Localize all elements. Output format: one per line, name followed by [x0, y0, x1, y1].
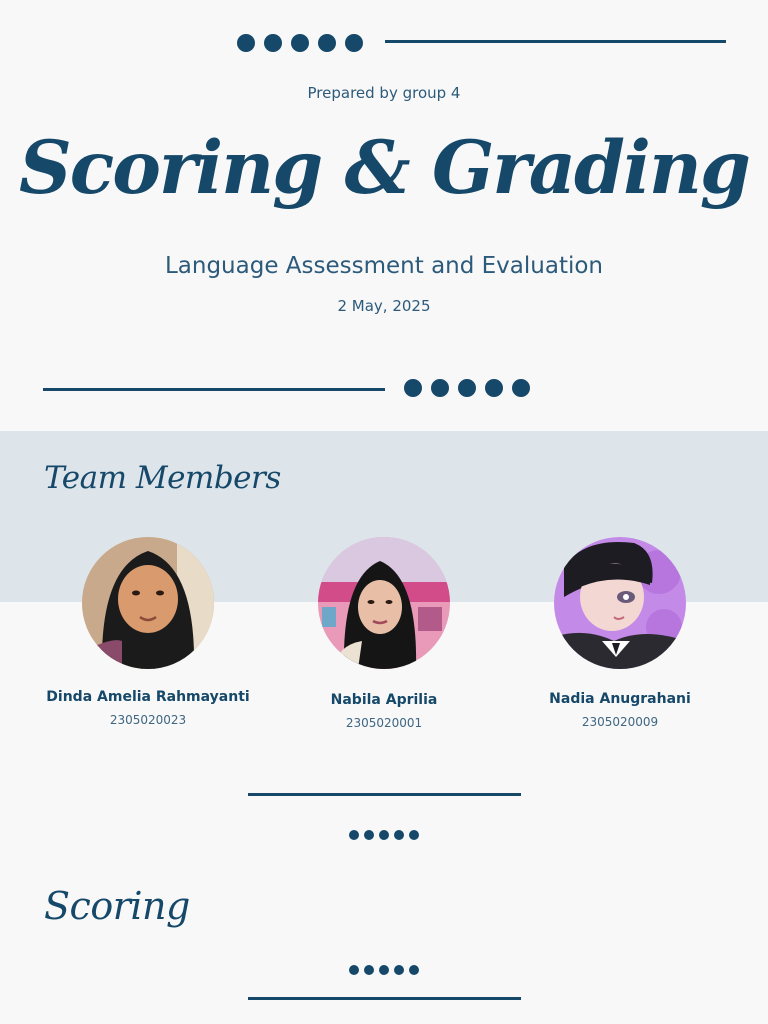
lower-divider-line-top: [248, 793, 521, 796]
dot: [379, 965, 389, 975]
dot: [379, 830, 389, 840]
team-member-card: [500, 537, 740, 729]
member-avatar: [82, 537, 214, 669]
dot: [394, 830, 404, 840]
dot: [409, 830, 419, 840]
page-subtitle: Language Assessment and Evaluation: [164, 253, 604, 279]
member-student-id: 2305020001: [345, 716, 423, 730]
dot: [364, 965, 374, 975]
lower-divider-line-bottom: [248, 997, 521, 1000]
dot: [404, 379, 422, 397]
dot: [349, 965, 359, 975]
dot: [431, 379, 449, 397]
member-name: Dinda Amelia Rahmayanti: [46, 689, 250, 705]
dot: [345, 34, 363, 52]
lower-dots-decoration-bottom: [349, 965, 419, 975]
team-members-heading: Team Members: [44, 460, 281, 496]
member-name: Nadia Anugrahani: [549, 691, 691, 707]
prepared-by-text: Prepared by group 4: [307, 84, 461, 102]
team-member-card: [264, 537, 504, 730]
dot: [291, 34, 309, 52]
page-title: Scoring & Grading: [19, 125, 749, 211]
dot: [512, 379, 530, 397]
team-member-card: [28, 537, 268, 727]
dot: [264, 34, 282, 52]
dot: [349, 830, 359, 840]
dot: [409, 965, 419, 975]
top-divider-line: [385, 40, 726, 43]
lower-dots-decoration-top: [349, 830, 419, 840]
member-avatar: [554, 537, 686, 669]
dot: [364, 830, 374, 840]
scoring-heading: Scoring: [44, 884, 190, 928]
presentation-date: 2 May, 2025: [337, 297, 431, 315]
middle-divider-line: [43, 388, 385, 391]
dot: [318, 34, 336, 52]
member-name: Nabila Aprilia: [330, 692, 438, 708]
dot: [458, 379, 476, 397]
top-dots-decoration: [237, 34, 363, 52]
dot: [394, 965, 404, 975]
member-avatar: [318, 537, 450, 669]
dot: [237, 34, 255, 52]
middle-dots-decoration: [404, 379, 530, 397]
dot: [485, 379, 503, 397]
member-student-id: 2305020009: [581, 715, 659, 729]
member-student-id: 2305020023: [109, 713, 187, 727]
